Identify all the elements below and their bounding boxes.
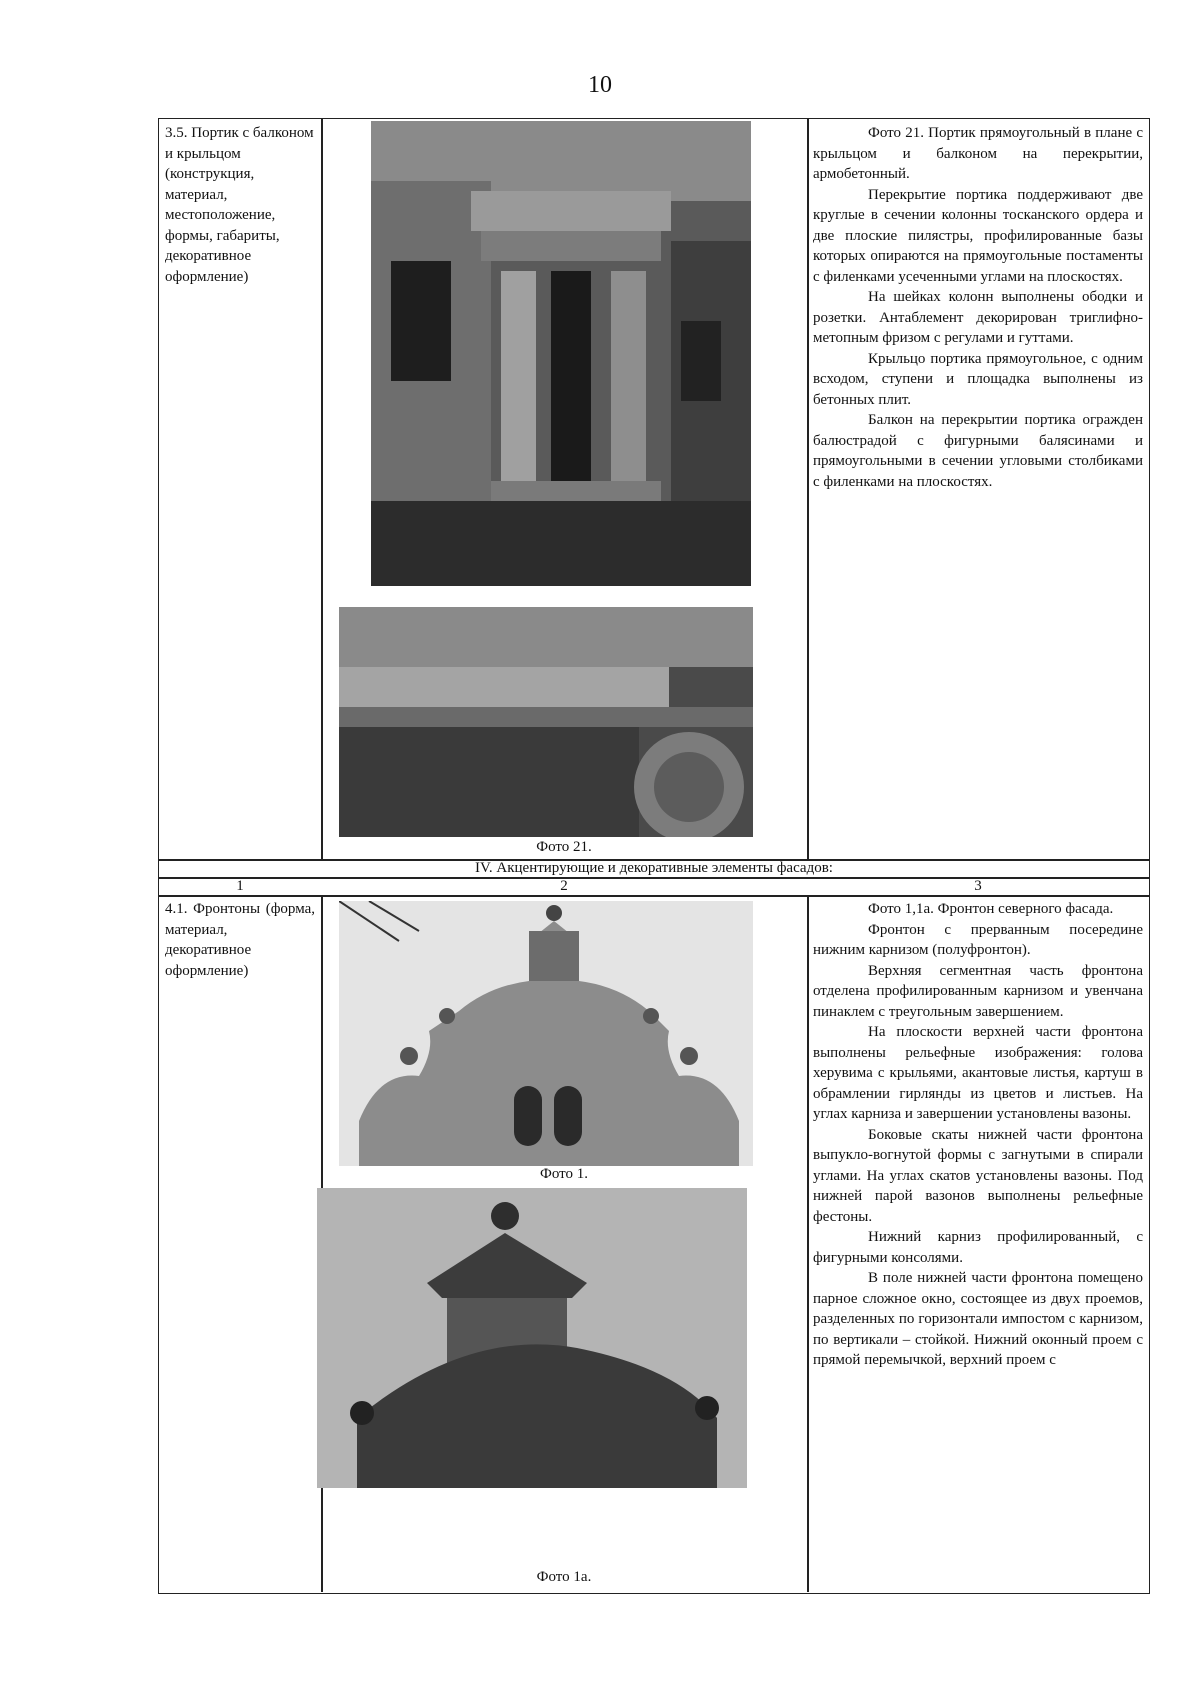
- description-paragraph: На плоскости верхней части фронтона выполнены рельефные изображения: голова херувима с крыльями, акантовые листья, картуш в обрамлении гирлянды из цветов и листьев. На углах карниза и завершении установлены вазоны.: [813, 1024, 1143, 1122]
- pediment-photo-image: [339, 901, 753, 1166]
- row-4-1-label: [165, 899, 315, 981]
- document-table: [158, 118, 1150, 1594]
- column-number-2: 2: [560, 878, 568, 894]
- column-divider-1: [321, 119, 323, 859]
- section-iv-title: IV. Акцентирующие и декоративные элементы фасадов:: [475, 860, 833, 876]
- description-paragraph: Фото 1,1а. Фронтон северного фасада.: [868, 901, 1114, 917]
- column-number-1: 1: [236, 878, 244, 894]
- description-paragraph: Нижний карниз профилированный, с фигурными консолями.: [813, 1229, 1143, 1266]
- row-4-1-description: [813, 899, 1143, 1371]
- pediment-closeup-image: [317, 1188, 747, 1488]
- description-paragraph: Фото 21. Портик прямоугольный в плане с крыльцом и балконом на перекрытии, армобетонный.: [813, 125, 1143, 182]
- photo-1a-pediment-closeup: [317, 1188, 747, 1488]
- row-4-1-label-text: 4.1. Фронтоны (форма, материал, декоративное оформление): [165, 901, 315, 979]
- row-3-5-description: [813, 123, 1143, 492]
- portico-photo-image: [371, 121, 751, 586]
- description-paragraph: На шейках колонн выполнены ободки и розетки. Антаблемент декорирован триглифно-метопным фризом с регулами и гуттами.: [813, 289, 1143, 346]
- description-paragraph: Верхняя сегментная часть фронтона отделена профилированным карнизом и увенчана пинаклем с треугольным завершением.: [813, 962, 1143, 1020]
- photo-21-portico: [371, 121, 751, 586]
- photo-1a-caption: Фото 1а.: [536, 1569, 592, 1585]
- cornice-detail-image: [339, 607, 753, 837]
- photo-1-pediment: [339, 901, 753, 1166]
- page-number: 10: [588, 72, 612, 98]
- description-paragraph: Балкон на перекрытии портика огражден балюстрадой с фигурными балясинами и прямоугольными в сечении угловыми столбиками с филенками на плоскостях.: [813, 412, 1143, 490]
- column-number-3: 3: [974, 878, 982, 894]
- row-3-5-label: 3.5. Портик с балконом и крыльцом (конструкция, материал, местоположение, формы, габариты, декоративное оформление): [165, 125, 314, 285]
- photo-1-caption: Фото 1.: [539, 1166, 588, 1182]
- photo-21-detail: [339, 607, 753, 837]
- column-divider-2b: [807, 895, 809, 1592]
- description-paragraph: Фронтон с прерванным посередине нижним карнизом (полуфронтон).: [813, 921, 1143, 958]
- description-paragraph: Крыльцо портика прямоугольное, с одним всходом, ступени и площадка выполнены из бетонных плит.: [813, 350, 1143, 408]
- photo-21-caption: Фото 21.: [536, 839, 592, 855]
- description-paragraph: Перекрытие портика поддерживают две круглые в сечении колонны тосканского ордера и две плоские пилястры, профилированные базы которых опираются на прямоугольные постаменты с филенками усеченными углами на плоскостях.: [813, 186, 1143, 285]
- column-divider-2: [807, 119, 809, 859]
- description-paragraph: В поле нижней части фронтона помещено парное сложное окно, состоящее из двух проемов, разделенных по горизонтали импостом с карнизом, по вертикали – стойкой. Нижний оконный проем с прямой перемычкой, верхний проем с: [813, 1270, 1143, 1368]
- row-divider-c: [159, 895, 1149, 897]
- description-paragraph: Боковые скаты нижней части фронтона выпукло-вогнутой формы с загнутыми в спирали углами. На углах скатов установлены вазоны. Под нижней парой вазонов выполнены рельефные фестоны.: [813, 1126, 1143, 1225]
